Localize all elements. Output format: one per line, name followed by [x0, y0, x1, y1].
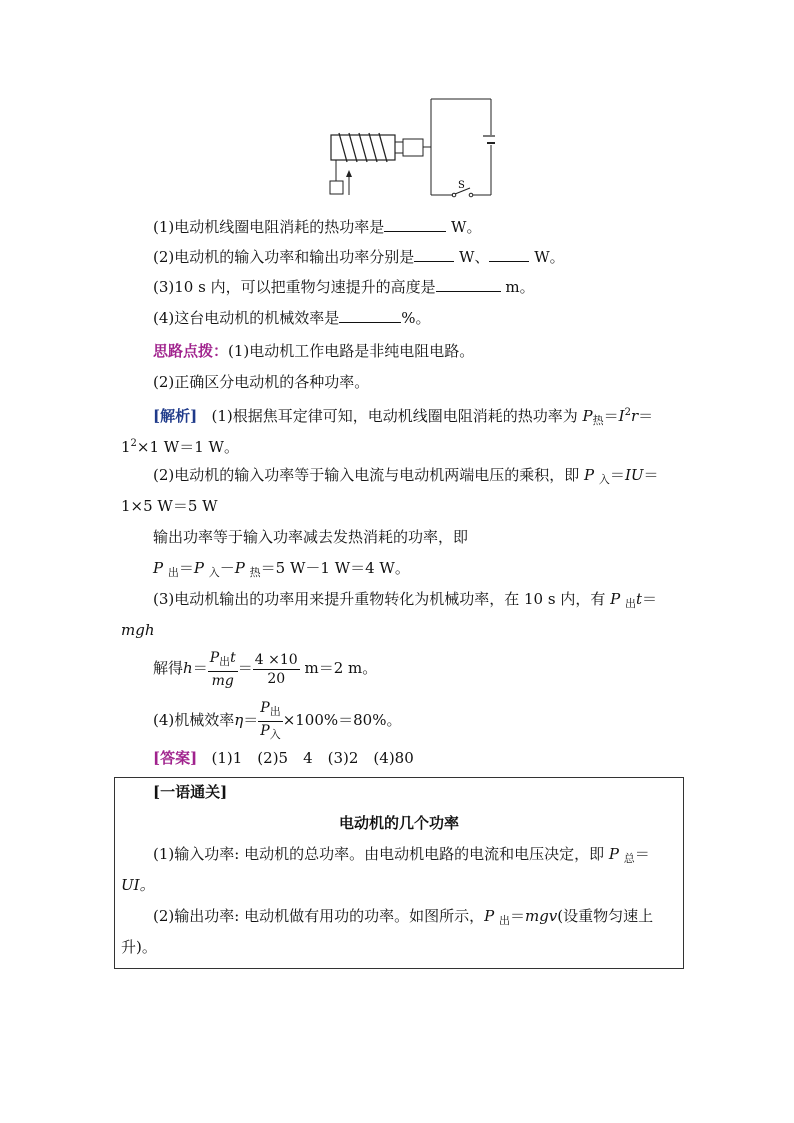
analysis-line-8: mgh [121, 621, 155, 639]
switch-symbol [452, 180, 473, 197]
box-line-3: (2)输出功率: 电动机做有用功的功率。如图所示，P $_出$＝mgv(设重物匀速上 [153, 907, 654, 927]
box-title: 电动机的几个功率 [338, 814, 459, 832]
analysis-line-10: (4)机械效率η＝ $\frac{P_出}{P_入}$ ×100%＝80%。 [153, 698, 401, 742]
box-line-1: (1)输入功率: 电动机的总功率。由电动机电路的电流和电压决定，即 P $_总$＝ [153, 845, 650, 865]
fraction-eta: $\frac{P_出}{P_入}$ [258, 699, 282, 744]
fraction-h: $\frac{P_出t}{mg}$ [209, 649, 236, 689]
hint-line-2: (2)正确区分电动机的各种功率。 [153, 373, 370, 391]
motor-shaft [395, 142, 403, 153]
box-line-4: 升)。 [121, 938, 157, 956]
battery-symbol [483, 135, 495, 145]
fraction-value: $\frac{4 \times 10}{20}$ [254, 651, 298, 687]
analysis-line-2: $1^2\times 1$ W＝1 W。 [121, 438, 239, 456]
box-line-2: UI。 [121, 876, 155, 894]
analysis-line-7: (3)电动机输出的功率用来提升重物转化为机械功率，在 10 s 内，有 P $_出$t＝ [153, 590, 658, 610]
analysis-label: [解析] [153, 407, 198, 425]
answer-line: [答案] (1)1 (2)5 4 (3)2 (4)80 [153, 749, 414, 767]
up-arrow [346, 170, 352, 195]
motor-terminal [403, 139, 423, 156]
analysis-line-3: (2)电动机的输入功率等于输入电流与电动机两端电压的乘积，即 P $_入$＝IU＝ [153, 466, 659, 486]
weight-block [330, 181, 343, 194]
question-4: (4)这台电动机的机械效率是 %。 [153, 309, 431, 327]
switch-label: S [458, 180, 465, 191]
motor-circuit-diagram [325, 95, 495, 200]
answer-label: [答案] [153, 749, 198, 767]
question-1: (1)电动机线圈电阻消耗的热功率是 W。 [153, 218, 482, 236]
hint-label: 思路点拨： [153, 342, 229, 360]
summary-box [114, 777, 684, 969]
question-2: (2)电动机的输入功率和输出功率分别是 W、 W。 [153, 248, 565, 266]
analysis-line-5: 输出功率等于输入功率减去发热消耗的功率，即 [153, 528, 469, 546]
hint-line-1: 思路点拨：(1)电动机工作电路是非纯电阻电路。 [153, 342, 475, 360]
box-heading: [一语通关] [153, 783, 228, 801]
analysis-line-1: [解析] (1)根据焦耳定律可知，电动机线圈电阻消耗的热功率为 $P_热=I^2r=$ [153, 407, 654, 427]
analysis-line-4: 1×5 W＝5 W [121, 497, 218, 515]
motor-coil [339, 133, 387, 162]
question-3: (3)10 s 内，可以把重物匀速提升的高度是 m。 [153, 278, 535, 296]
analysis-line-6: P $_出$＝P $_入$－P $_热$＝5 W－1 W＝4 W。 [153, 559, 410, 579]
analysis-line-9: 解得h＝ $\frac{P_出t}{mg}$ ＝ $\frac{4 \times 10}{20}$ m＝2 m。 [153, 649, 378, 689]
